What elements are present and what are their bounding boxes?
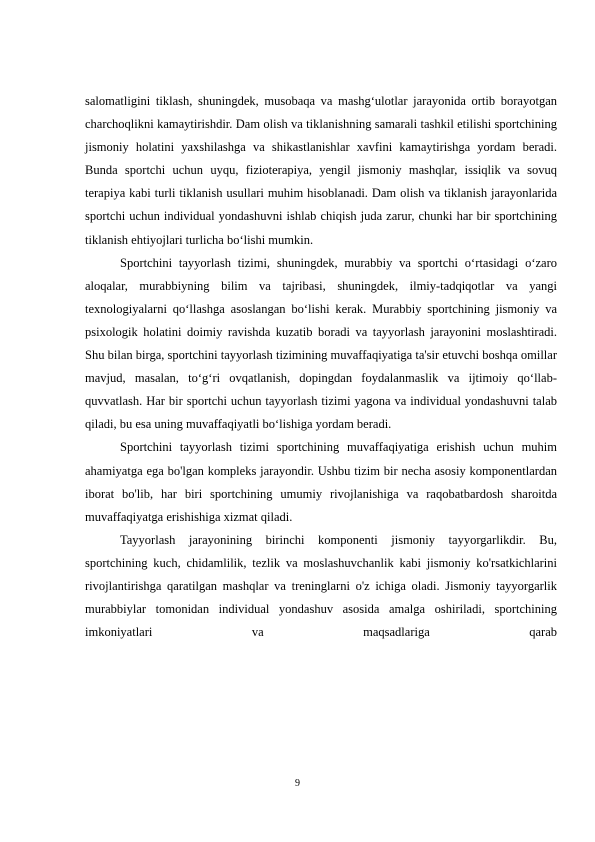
- document-body: [85, 90, 557, 644]
- paragraph-1: salomatligini tiklash, shuningdek, musobaqa va mashg‘ulotlar jarayonida ortib borayotgan charchoqlikni kamaytirishdir. Dam olish va tiklanishning samarali tashkil etilishi sportchining jismoniy holatini yaxshilashga va shikastlanishlar xavfini kamaytirishga yordam beradi. Bunda sportchi uchun uyqu, fizioterapiya, yengil jismoniy mashqlar, issiqlik va sovuq terapiya kabi turli tiklanish usullari muhim hisoblanadi. Dam olish va tiklanish jarayonlarida sportchi uchun individual yondashuvni ishlab chiqish juda zarur, chunki har bir sportchining tiklanish ehtiyojlari turlicha bo‘lishi mumkin.: [85, 94, 557, 247]
- paragraph-2: Sportchini tayyorlash tizimi, shuningdek, murabbiy va sportchi o‘rtasidagi o‘zaro aloqalar, murabbiyning bilim va tajribasi, shuningdek, ilmiy-tadqiqotlar va yangi texnologiyalarni qo‘llashga asoslangan bo‘lishi kerak. Murabbiy sportchining jismoniy va psixologik holatini doimiy ravishda kuzatib boradi va tayyorlash jarayonini moslashtiradi. Shu bilan birga, sportchini tayyorlash tizimining muvaffaqiyatiga ta'sir etuvchi boshqa omillar mavjud, masalan, to‘g‘ri ovqatlanish, dopingdan foydalanmaslik va ijtimoiy qo‘llab-quvvatlash. Har bir sportchi uchun tayyorlash tizimi yagona va individual yondashuvni talab qiladi, bu esa uning muvaffaqiyatli bo‘lishiga yordam beradi.: [85, 255, 557, 432]
- paragraph-3: Sportchini tayyorlash tizimi sportchining muvaffaqiyatiga erishish uchun muhim ahamiyatga ega bo'lgan kompleks jarayondir. Ushbu tizim bir necha asosiy komponentlardan iborat bo'lib, har biri sportchining umumiy rivojlanishiga va raqobatbardosh sharoitda muvaffaqiyatga erishishiga xizmat qiladi.: [85, 440, 557, 524]
- paragraph-4: Tayyorlash jarayonining birinchi komponenti jismoniy tayyorgarlikdir. Bu, sportchining kuch, chidamlilik, tezlik va moslashuvchanlik kabi jismoniy ko'rsatkichlarini rivojlantirishga qaratilgan mashqlar va treninglarni o'z ichiga oladi. Jismoniy tayyorgarlik murabbiylar tomonidan individual yondashuv asosida amalga oshiriladi, sportchining imkoniyatlari va maqsadlariga qarab: [85, 532, 557, 640]
- page-number: 9: [295, 778, 300, 789]
